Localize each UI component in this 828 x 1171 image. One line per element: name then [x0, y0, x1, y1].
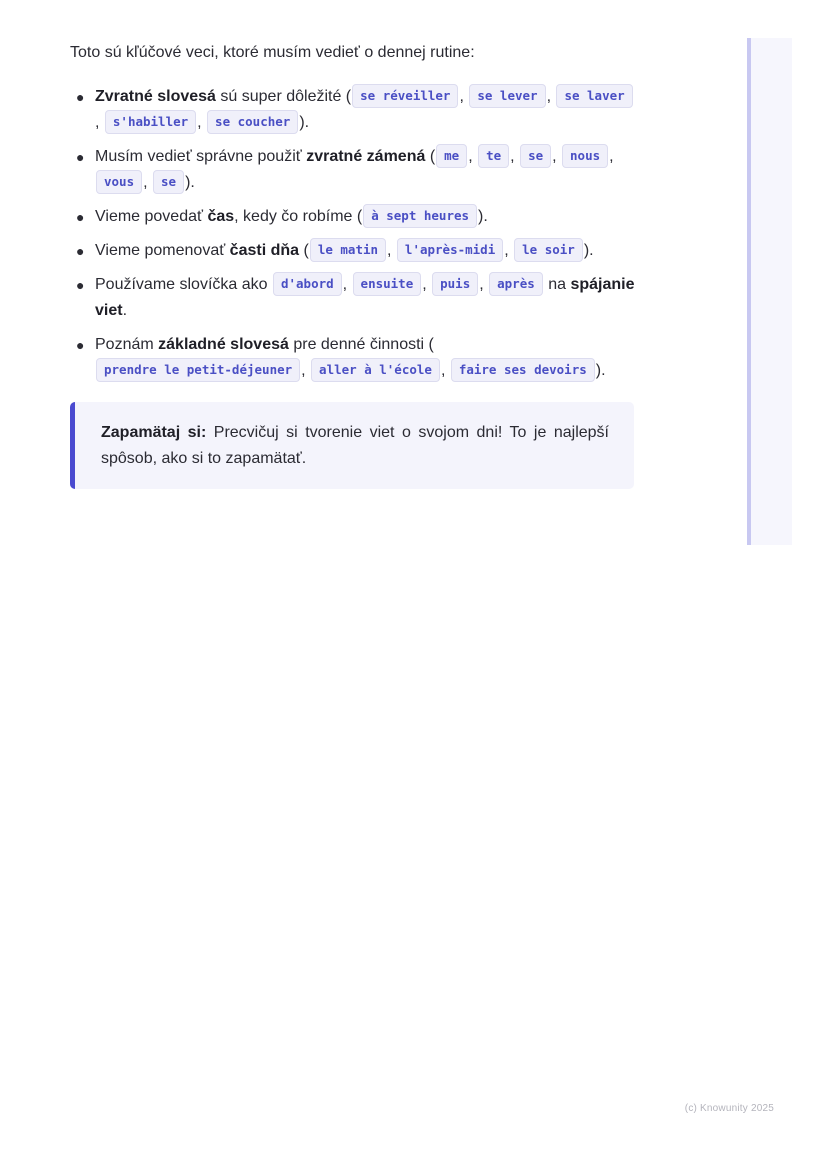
bold-term: spájanie viet: [95, 276, 635, 319]
code-tag: puis: [432, 272, 478, 296]
code-tag: se coucher: [207, 110, 298, 134]
callout-label: Zapamätaj si:: [101, 424, 207, 441]
list-item: ● Poznám základné slovesá pre denné činnosti (prendre le petit-déjeuner , aller à l'école , faire ses devoirs ).: [70, 332, 638, 384]
code-tag: s'habiller: [105, 110, 196, 134]
code-tag: d'abord: [273, 272, 342, 296]
code-tag: nous: [562, 144, 608, 168]
code-tag: l'après-midi: [397, 238, 503, 262]
list-item: ● Používame slovíčka ako d'abord , ensuite , puis , après na spájanie viet.: [70, 272, 638, 324]
list-item: ● Vieme povedať čas, kedy čo robíme ( à sept heures ).: [70, 204, 638, 230]
callout-text: Precvičuj si tvorenie viet o svojom dni! To je najlepší spôsob, ako si to zapamätať.: [101, 424, 609, 467]
bullet-icon: ●: [76, 243, 85, 259]
code-tag: se: [520, 144, 551, 168]
bold-term: zvratné zámená: [306, 148, 426, 165]
document-content: [70, 38, 638, 489]
list-item: ● Zvratné slovesá sú super dôležité ( se réveiller , se lever , se laver, s'habiller , se coucher ).: [70, 84, 638, 136]
code-tag: ensuite: [353, 272, 422, 296]
bullet-icon: ●: [76, 277, 85, 293]
bold-term: základné slovesá: [158, 336, 289, 353]
intro-text: Toto sú kľúčové veci, ktoré musím vedieť o dennej rutine:: [70, 44, 475, 61]
footer-copyright: (c) Knowunity 2025: [684, 1103, 774, 1114]
remember-callout: [70, 402, 634, 489]
code-tag: le matin: [310, 238, 386, 262]
bullet-icon: ●: [76, 337, 85, 353]
bullet-icon: ●: [76, 149, 85, 165]
bold-term: časti dňa: [229, 242, 300, 259]
side-panel: [747, 38, 792, 545]
code-tag: après: [489, 272, 543, 296]
code-tag: aller à l'école: [311, 358, 440, 382]
bold-term: Zvratné slovesá: [95, 88, 216, 105]
list-item: ● Musím vedieť správne použiť zvratné zámená ( me , te , se , nous , vous , se ).: [70, 144, 638, 196]
code-tag: faire ses devoirs: [451, 358, 595, 382]
code-tag: me: [436, 144, 467, 168]
code-tag: te: [478, 144, 509, 168]
code-tag: prendre le petit-déjeuner: [96, 358, 300, 382]
code-tag: se: [153, 170, 184, 194]
code-tag: vous: [96, 170, 142, 194]
bullet-icon: ●: [76, 209, 85, 225]
bold-term: čas: [207, 208, 235, 225]
bullet-icon: ●: [76, 89, 85, 105]
key-points-list: [70, 84, 638, 384]
code-tag: se lever: [469, 84, 545, 108]
code-tag: à sept heures: [363, 204, 477, 228]
code-tag: le soir: [514, 238, 583, 262]
code-tag: se réveiller: [352, 84, 458, 108]
code-tag: se laver: [556, 84, 632, 108]
list-item: ● Vieme pomenovať časti dňa ( le matin , l'après-midi , le soir ).: [70, 238, 638, 264]
